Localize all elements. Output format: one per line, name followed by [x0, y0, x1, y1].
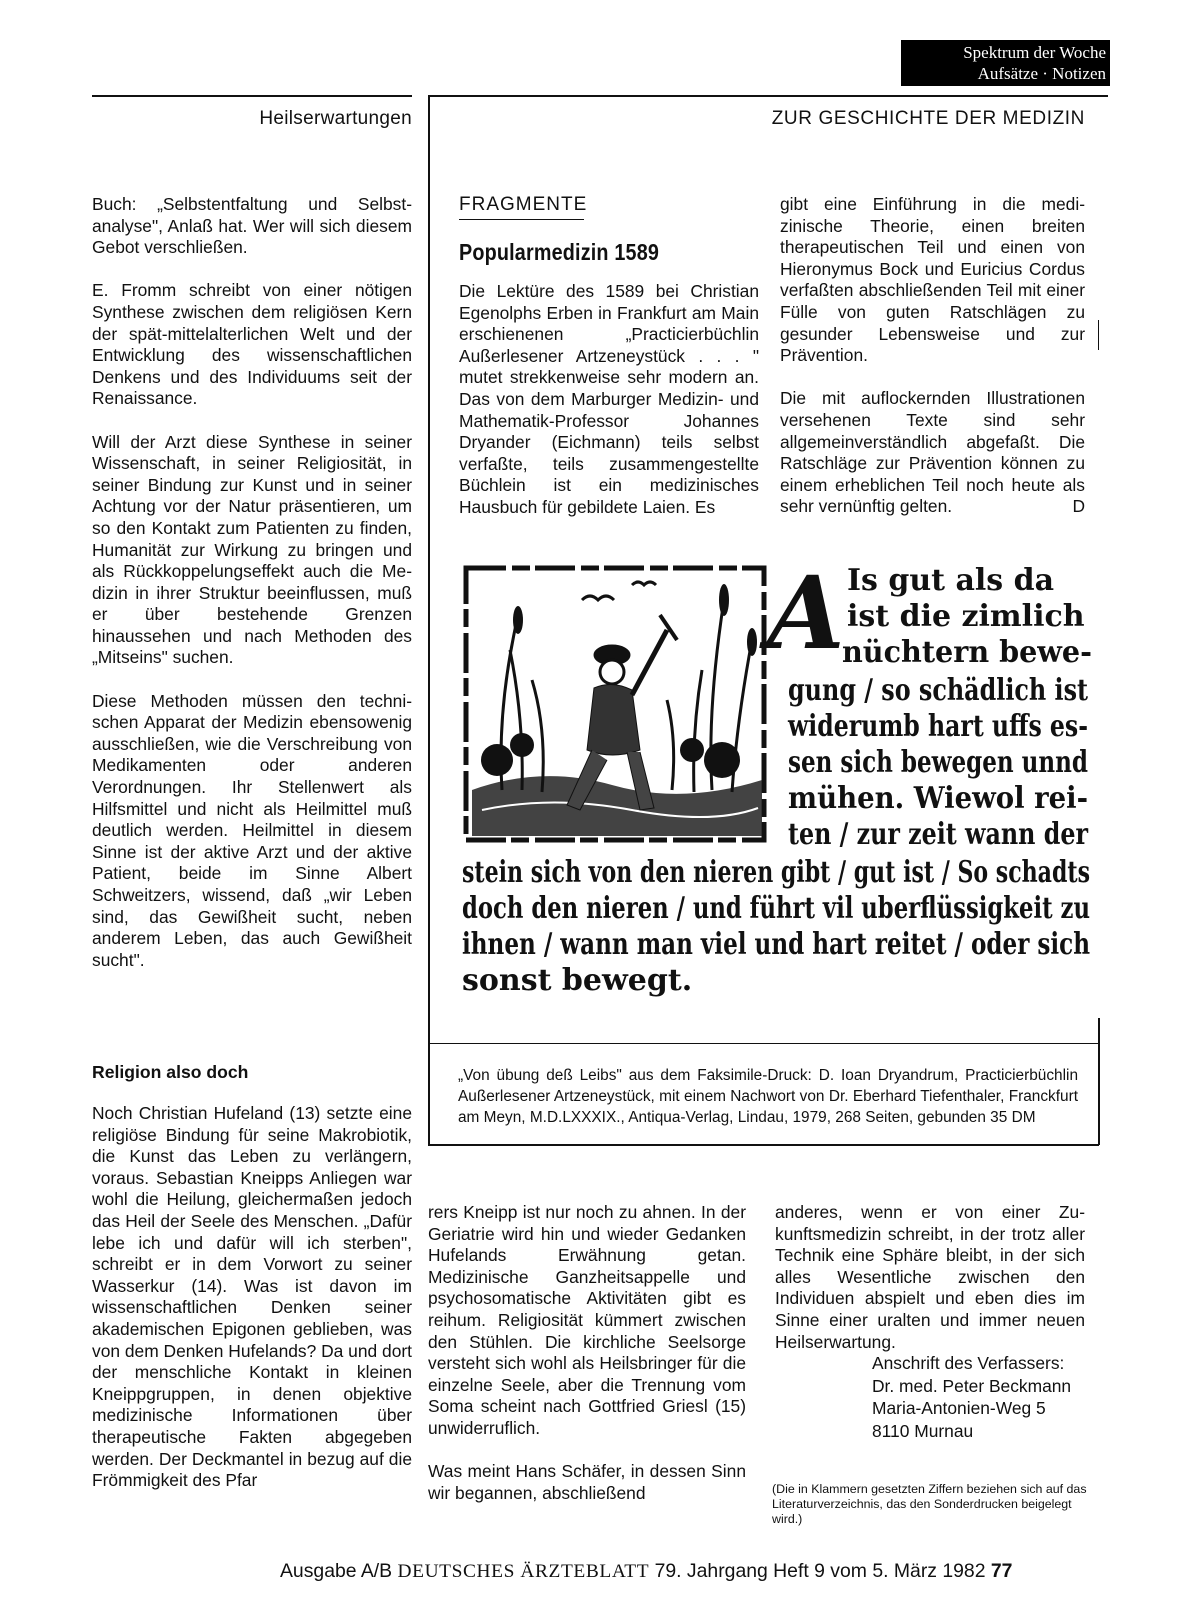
fraktur-line-2: ist die zimlich	[847, 599, 1085, 634]
facsimile-caption: „Von übung deß Leibs" aus dem Faksimile-Druck: D. Ioan Dryandrum, Practicierbüchlin Außerlesener Artzeneystück, mit einem Nachwort von Dr. Eberhard Tiefenthaler, Franckfurt am Meyn, M.D.LXXXIX., Antiqua-Verlag, Lindau, 1979, 268 Seiten, gebunden 35 DM	[458, 1067, 1078, 1126]
footer-edition: Ausgabe A/B	[280, 1560, 393, 1582]
fraktur-line-5: widerumb hart uffs es-	[787, 709, 1088, 744]
header-rule-right	[428, 95, 1108, 97]
fragment-right-paragraph-2-text: Die mit auflockernden Illustrationen versehenen Texte sind sehr allgemeinverständlich abgefaßt. Die Ratschläge zur Prävention können zu einem erheblichen Teil noch heute als sehr vernünftig gelten.	[780, 388, 1085, 517]
left-paragraph-4: Diese Methoden müssen den technischen Apparat der Medizin ebensowenig ausschließen, wie die Verschreibung von Medikamenten oder anderen Verordnungen. Ihr Stellenwert als Hilfsmittel und nicht als Heilmittel muß deutlich werden. Heilmittel in diesem Sinne ist der aktive Arzt und der aktive Patient, beide im Sinne Albert Schweitzers, wissend, daß „wir Leben sind, das Gewißheit sucht, neben anderem Leben, das auch Gewißheit sucht".	[92, 690, 412, 970]
footer-journal: DEUTSCHES ÄRZTEBLATT	[397, 1561, 650, 1582]
fraktur-line-6: sen sich bewegen unnd	[788, 745, 1089, 780]
fraktur-line-4: gung / so schädlich ist	[788, 673, 1089, 708]
bottom-middle-paragraph-1: rers Kneipp ist nur noch zu ahnen. In der Geriatrie wird hin und wieder Gedanken Hufelands Erwähnung getan. Medizinische Ganzheitsappelle und psychosomatische Aktivitäten gibt es reihum. Religiosität kümmert zwischen den Stühlen. Die kirchliche Seelsorge versteht sich wohl als Heilsbringer für die einzelne Seele, aber die Trennung vom Soma scheint nach Gottfried Griesl (15) unwiderruflich.	[428, 1202, 746, 1438]
fragment-paragraph	[459, 281, 759, 519]
box-rule-bottom	[428, 1144, 1099, 1146]
section-heading: Religion also doch	[92, 1062, 249, 1082]
address-line-3: Maria-Antonien-Weg 5	[872, 1398, 1046, 1418]
address-line-4: 8110 Murnau	[872, 1420, 974, 1441]
bottom-middle-paragraph-2: Was meint Hans Schäfer, in dessen Sinn wir begannen, abschließend	[428, 1461, 746, 1503]
box-rule-left	[428, 95, 430, 1145]
page-number: 77	[990, 1560, 1013, 1582]
fraktur-line-9: stein sich von den nieren gibt / gut ist / So schadts	[462, 855, 1090, 890]
author-address	[872, 1352, 1071, 1442]
fraktur-line-11: ihnen / wann man viel und hart reitet / oder sich	[462, 927, 1091, 962]
box-rule-right	[1098, 1018, 1100, 1145]
left-column-section	[92, 1103, 412, 1492]
left-paragraph-1: Buch: „Selbstentfaltung und Selbstanalyse", Anlaß hat. Wer will sich diesem Gebot verschließen.	[92, 194, 412, 258]
left-column	[92, 194, 412, 971]
bottom-right-paragraph: anderes, wenn er von einer Zukunftsmedizin schreibt, in der trotz aller Technik eine Sphäre bleibt, in der sich alles Wesentliche zwischen den Individuen abspielt und eben dies im Sinne einer uralten und immer neuen Heilserwartung.	[775, 1202, 1085, 1352]
fraktur-line-10: doch den nieren / und führt vil uberflüssigkeit zu	[462, 891, 1090, 926]
footnote: (Die in Klammern gesetzten Ziffern beziehen sich auf das Literaturverzeichnis, das den Sonderdrucken beigelegt wird.)	[772, 1482, 1087, 1526]
footer-issue: 79. Jahrgang Heft 9 vom 5. März 1982	[654, 1560, 986, 1582]
fraktur-line-3: nüchtern bewe-	[842, 635, 1092, 670]
fragment-title: Popularmedizin 1589	[459, 239, 660, 265]
fragment-right-paragraph-2	[780, 388, 1085, 518]
left-section-paragraph: Noch Christian Hufeland (13) setzte eine religiöse Bindung für seine Makrobiotik, die Kunst das Leben zu verlängern, voraus. Sebastian Kneipps Anliegen war wohl die Heilung, gleichermaßen jedoch das Heil der Seele des Menschen. „Dafür lebe ich und dafür will ich sterben", schreibt er in dem Vorwort zu seiner Wasserkur (14). Was ist davon im wissenschaftlichen Denken seiner akademischen Epigonen geblieben, was von dem Denken Hufelands? Da und dort der menschliche Kontakt in kleinen Kneippgruppen, in denen objektive medizinische Informationen über therapeutische Fakten abgegeben werden. Der Deckmantel in bezug auf die Frömmigkeit des Pfar	[92, 1103, 412, 1491]
badge-line-2: Aufsätze · Notizen	[977, 64, 1106, 83]
fragment-right-column	[780, 194, 1085, 518]
box-rule-right-upper	[1098, 320, 1099, 350]
fraktur-drop-cap: A	[767, 554, 845, 672]
woodcut-illustration	[466, 568, 764, 840]
header-rule-left	[92, 95, 412, 97]
fraktur-line-1: Is gut als da	[847, 563, 1055, 598]
bottom-right-column	[775, 1202, 1085, 1353]
fraktur-line-8: ten / zur zeit wann der	[788, 817, 1089, 852]
running-head-left: Heilserwartungen	[259, 108, 412, 129]
left-paragraph-2: E. Fromm schreibt von einer nötigen Synthese zwischen dem religiösen Kern der spät-mittelalterlichen Welt und der Entwicklung des wissenschaftlichen Denkens und des Individuums seit der Renaissance.	[92, 280, 412, 409]
fragment-label-underline	[459, 219, 584, 220]
bottom-middle-column	[428, 1202, 746, 1504]
address-line-1: Anschrift des Verfassers:	[872, 1353, 1065, 1373]
caption-rule-top	[428, 1043, 1099, 1044]
running-head-right: ZUR GESCHICHTE DER MEDIZIN	[771, 108, 1085, 129]
fragment-paragraph-text: Die Lektüre des 1589 bei Christian Egenolphs Erben in Frankfurt am Main erschienenen „Practicierbüchlin Außerlesener Artzeneystück . . . " mutet strekkenweise sehr modern an. Das von dem Marburger Medizin- und Mathematik-Professor Johannes Dryander (Eichmann) teils selbst verfaßte, teils zusammengestellte Büchlein ist ein medizinisches Hausbuch für gebildete Laien. Es	[459, 281, 759, 517]
fragment-signature: D	[1072, 496, 1085, 517]
badge-line-1: Spektrum der Woche	[963, 43, 1106, 62]
page-footer	[280, 1560, 1100, 1583]
facsimile-image	[462, 554, 1092, 1040]
fragment-right-paragraph-1: gibt eine Einführung in die medizinische Theorie, einen breiten therapeutischen Teil und einen von Hieronymus Bock und Euricius Cordus verfaßten abschließenden Teil mit einer Fülle von guten Ratschlägen zu gesunder Lebensweise und zur Prävention.	[780, 194, 1085, 366]
fraktur-line-12: sonst bewegt.	[462, 963, 693, 998]
address-line-2: Dr. med. Peter Beckmann	[872, 1375, 1072, 1396]
fraktur-line-7: mühen. Wiewol rei-	[788, 781, 1088, 816]
section-badge	[901, 40, 1110, 86]
fragment-label: FRAGMENTE	[459, 194, 588, 215]
left-paragraph-3: Will der Arzt diese Synthese in seiner Wissenschaft, in seiner Religiosität, in seiner Bindung zur Kunst und in seiner Achtung vor der Natur präsentieren, um so den Kontakt zum Patienten zu finden, Humanität zur Wirkung zu bringen und als Rückkoppelungseffekt auch die Medizin in ihrer Struktur beeinflussen, muß er über bestehende Grenzen hinaussehen und nach Methoden des „Mitseins" suchen.	[92, 431, 412, 668]
